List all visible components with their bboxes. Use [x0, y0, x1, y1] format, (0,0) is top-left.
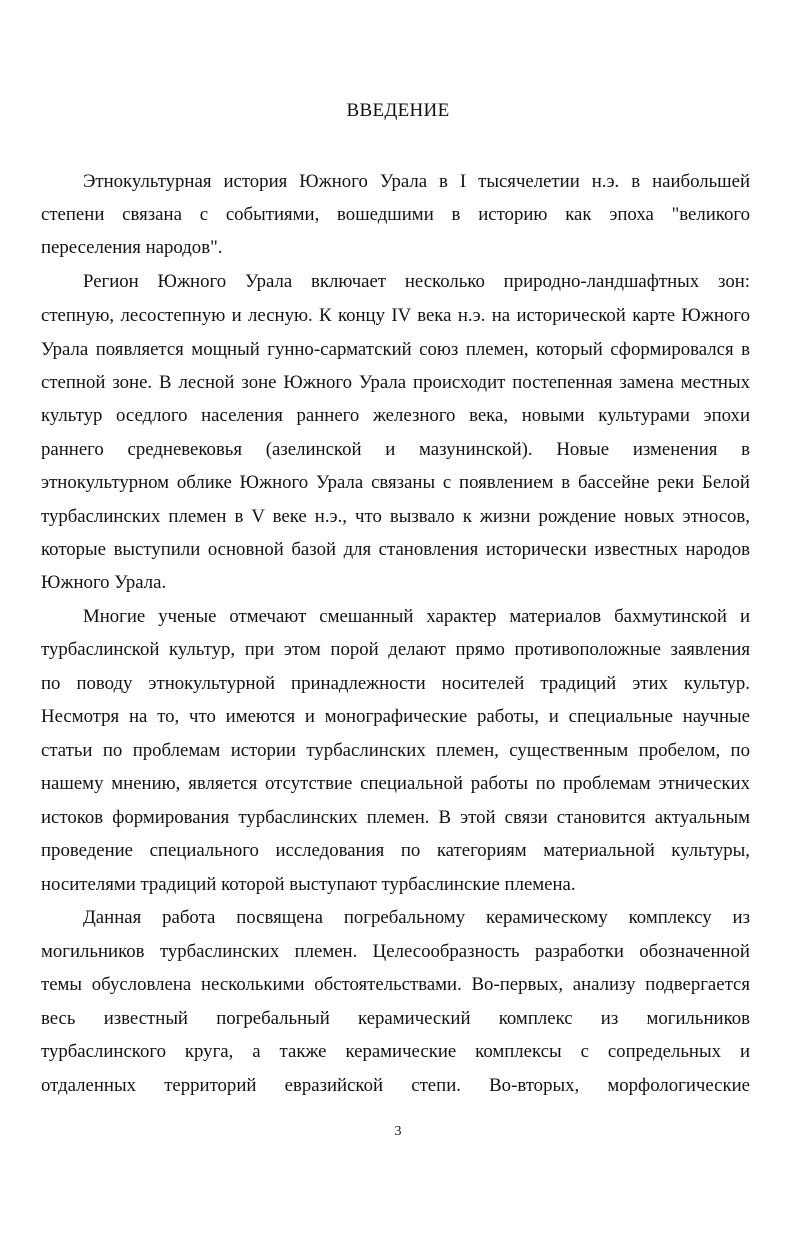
text-line: турбаслинских племен в V веке н.э., что вызвало к жизни рождение новых этносов, — [41, 506, 750, 527]
section-heading: ВВЕДЕНИЕ — [346, 100, 450, 121]
text-line: турбаслинского круга, а также керамические комплексы с сопредельных и — [41, 1041, 750, 1062]
text-line: Урала появляется мощный гунно-сарматский союз племен, который сформировался в — [41, 339, 750, 360]
text-line: проведение специального исследования по категориям материальной культуры, — [41, 840, 750, 861]
text-line: степной зоне. В лесной зоне Южного Урала происходит постепенная замена местных — [41, 372, 750, 393]
text-line: Несмотря на то, что имеются и монографические работы, и специальные научные — [41, 706, 750, 727]
text-line: Данная работа посвящена погребальному керамическому комплексу из — [83, 907, 750, 928]
text-line: турбаслинской культур, при этом порой делают прямо противоположные заявления — [41, 639, 750, 660]
text-line: степени связана с событиями, вошедшими в историю как эпоха "великого — [41, 204, 750, 225]
page-number: 3 — [394, 1124, 402, 1139]
text-line: раннего средневековья (азелинской и мазунинской). Новые изменения в — [41, 439, 750, 460]
text-line: Южного Урала. — [41, 572, 167, 593]
text-line: по поводу этнокультурной принадлежности носителей традиций этих культур. — [41, 673, 750, 694]
text-line: истоков формирования турбаслинских племен. В этой связи становится актуальным — [41, 807, 750, 828]
text-line: переселения народов". — [41, 237, 223, 258]
text-line: отдаленных территорий евразийской степи. Во-вторых, морфологические — [41, 1075, 750, 1096]
text-line: статьи по проблемам истории турбаслинских племен, существенным пробелом, по — [41, 740, 750, 761]
text-line: носителями традиций которой выступают турбаслинские племена. — [41, 874, 576, 895]
text-line: этнокультурном облике Южного Урала связаны с появлением в бассейне реки Белой — [41, 472, 750, 493]
text-line: весь известный погребальный керамический комплекс из могильников — [41, 1008, 750, 1029]
text-line: степную, лесостепную и лесную. К концу IV века н.э. на исторической карте Южного — [41, 305, 750, 326]
text-line: Многие ученые отмечают смешанный характер материалов бахмутинской и — [83, 606, 750, 627]
text-line: могильников турбаслинских племен. Целесообразность разработки обозначенной — [41, 941, 750, 962]
text-line: темы обусловлена несколькими обстоятельствами. Во-первых, анализу подвергается — [41, 974, 750, 995]
text-line: нашему мнению, является отсутствие специальной работы по проблемам этнических — [41, 773, 750, 794]
text-line: культур оседлого населения раннего железного века, новыми культурами эпохи — [41, 405, 750, 426]
text-line: Регион Южного Урала включает несколько природно-ландшафтных зон: — [83, 271, 750, 292]
text-line: которые выступили основной базой для становления исторически известных народов — [41, 539, 750, 560]
text-line: Этнокультурная история Южного Урала в I тысячелетии н.э. в наибольшей — [83, 171, 750, 192]
